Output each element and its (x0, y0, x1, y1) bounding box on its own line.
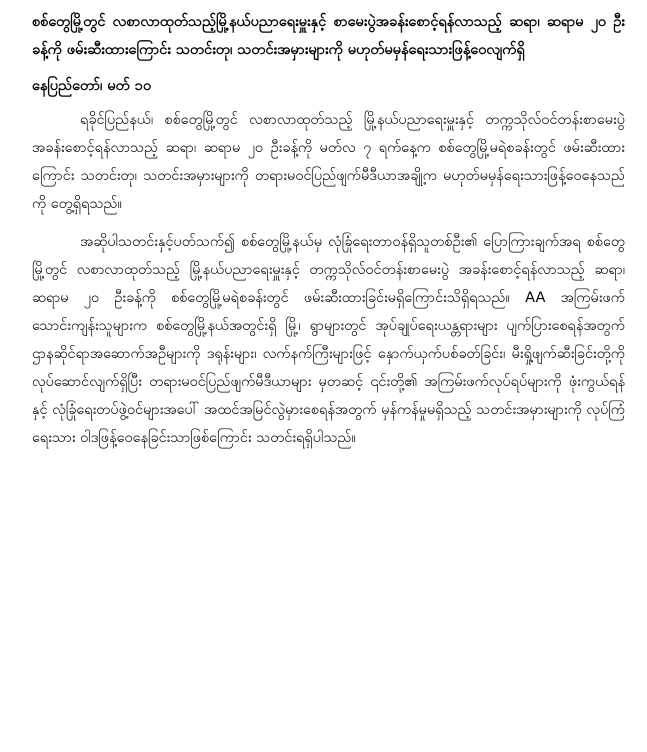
article-headline: စစ်တွေမြို့တွင် လစာလာထုတ်သည့်မြို့နယ်ပညာရေးမှူးနှင့် စာမေးပွဲအခန်းစောင့်ရန်လာသည့် ဆရာ၊ ဆရာမ ၂၀ ဦးခန့်ကို ဖမ်းဆီးထားကြောင်း သတင်းတု၊ သတင်းအမှားများကို မဟုတ်မမှန်ရေးသားဖြန့်ဝေလျက်ရှိ (32, 14, 625, 58)
article-dateline: နေပြည်တော်၊ မတ် ၁၀ (32, 78, 152, 94)
article-paragraph: အဆိုပါသတင်းနှင့်ပတ်သက်၍ စစ်တွေမြို့နယ်မှ လုံခြုံရေးတာဝန်ရှိသူတစ်ဦး၏ ပြောကြားချက်အရ စစ်တွေမြို့တွင် လစာလာထုတ်သည့် မြို့နယ်ပညာရေးမှူးနှင့် တက္ကသိုလ်ဝင်တန်းစာမေးပွဲ အခန်းစောင့်ရန်လာသည့် ဆရာ၊ ဆရာမ ၂၀ ဦးခန့်ကို စစ်တွေမြို့မရဲစခန်းတွင် ဖမ်းဆီးထားခြင်းမရှိကြောင်းသိရှိရသည်။ AA အကြမ်းဖက်သောင်းကျန်းသူများက စစ်တွေမြို့နယ်အတွင်းရှိ မြို့၊ ရွာများတွင် အုပ်ချုပ်ရေးယန္တရားများ ပျက်ပြားစေရန်အတွက် ဌာနဆိုင်ရာအဆောက်အဦများကို ဒရုန်းများ၊ လက်နက်ကြီးများဖြင့် နှောက်ယှက်ပစ်ခတ်ခြင်း၊ မီးရှို့ဖျက်ဆီးခြင်းတို့ကို လုပ်ဆောင်လျက်ရှိပြီး တရားမဝင်ပြည်ဖျက်မီဒီယာများ မှတဆင့် ၎င်းတို့၏ အကြမ်းဖက်လုပ်ရပ်များကို ဖုံးကွယ်ရန်နှင့် လုံခြုံရေးတပ်ဖွဲ့ဝင်များအပေါ် အထင်အမြင်လွဲမှားစေရန်အတွက် မှန်ကန်မှုမရှိသည့် သတင်းအမှားများကို လုပ်ကြံရေးသား ဝါဒဖြန့်ဝေနေခြင်းသာဖြစ်ကြောင်း သတင်းရရှိပါသည်။ (32, 234, 625, 446)
article-paragraph: ရခိုင်ပြည်နယ်၊ စစ်တွေမြို့တွင် လစာလာထုတ်သည့် မြို့နယ်ပညာရေးမှူးနှင့် တက္ကသိုလ်ဝင်တန်းစာမေးပွဲ အခန်းစောင့်ရန်လာသည့် ဆရာ၊ ဆရာမ ၂၀ ဦးခန့်ကို မတ်လ ၇ ရက်နေ့က စစ်တွေမြို့မရဲစခန်းတွင် ဖမ်းဆီးထားကြောင်း သတင်းတု၊ သတင်းအမှားများကို တရားမဝင်ပြည်ဖျက်မီဒီယာအချို့က မဟုတ်မမှန်ရေးသားဖြန့်ဝေနေသည်ကို တွေ့ရှိရသည်။ (32, 112, 625, 212)
